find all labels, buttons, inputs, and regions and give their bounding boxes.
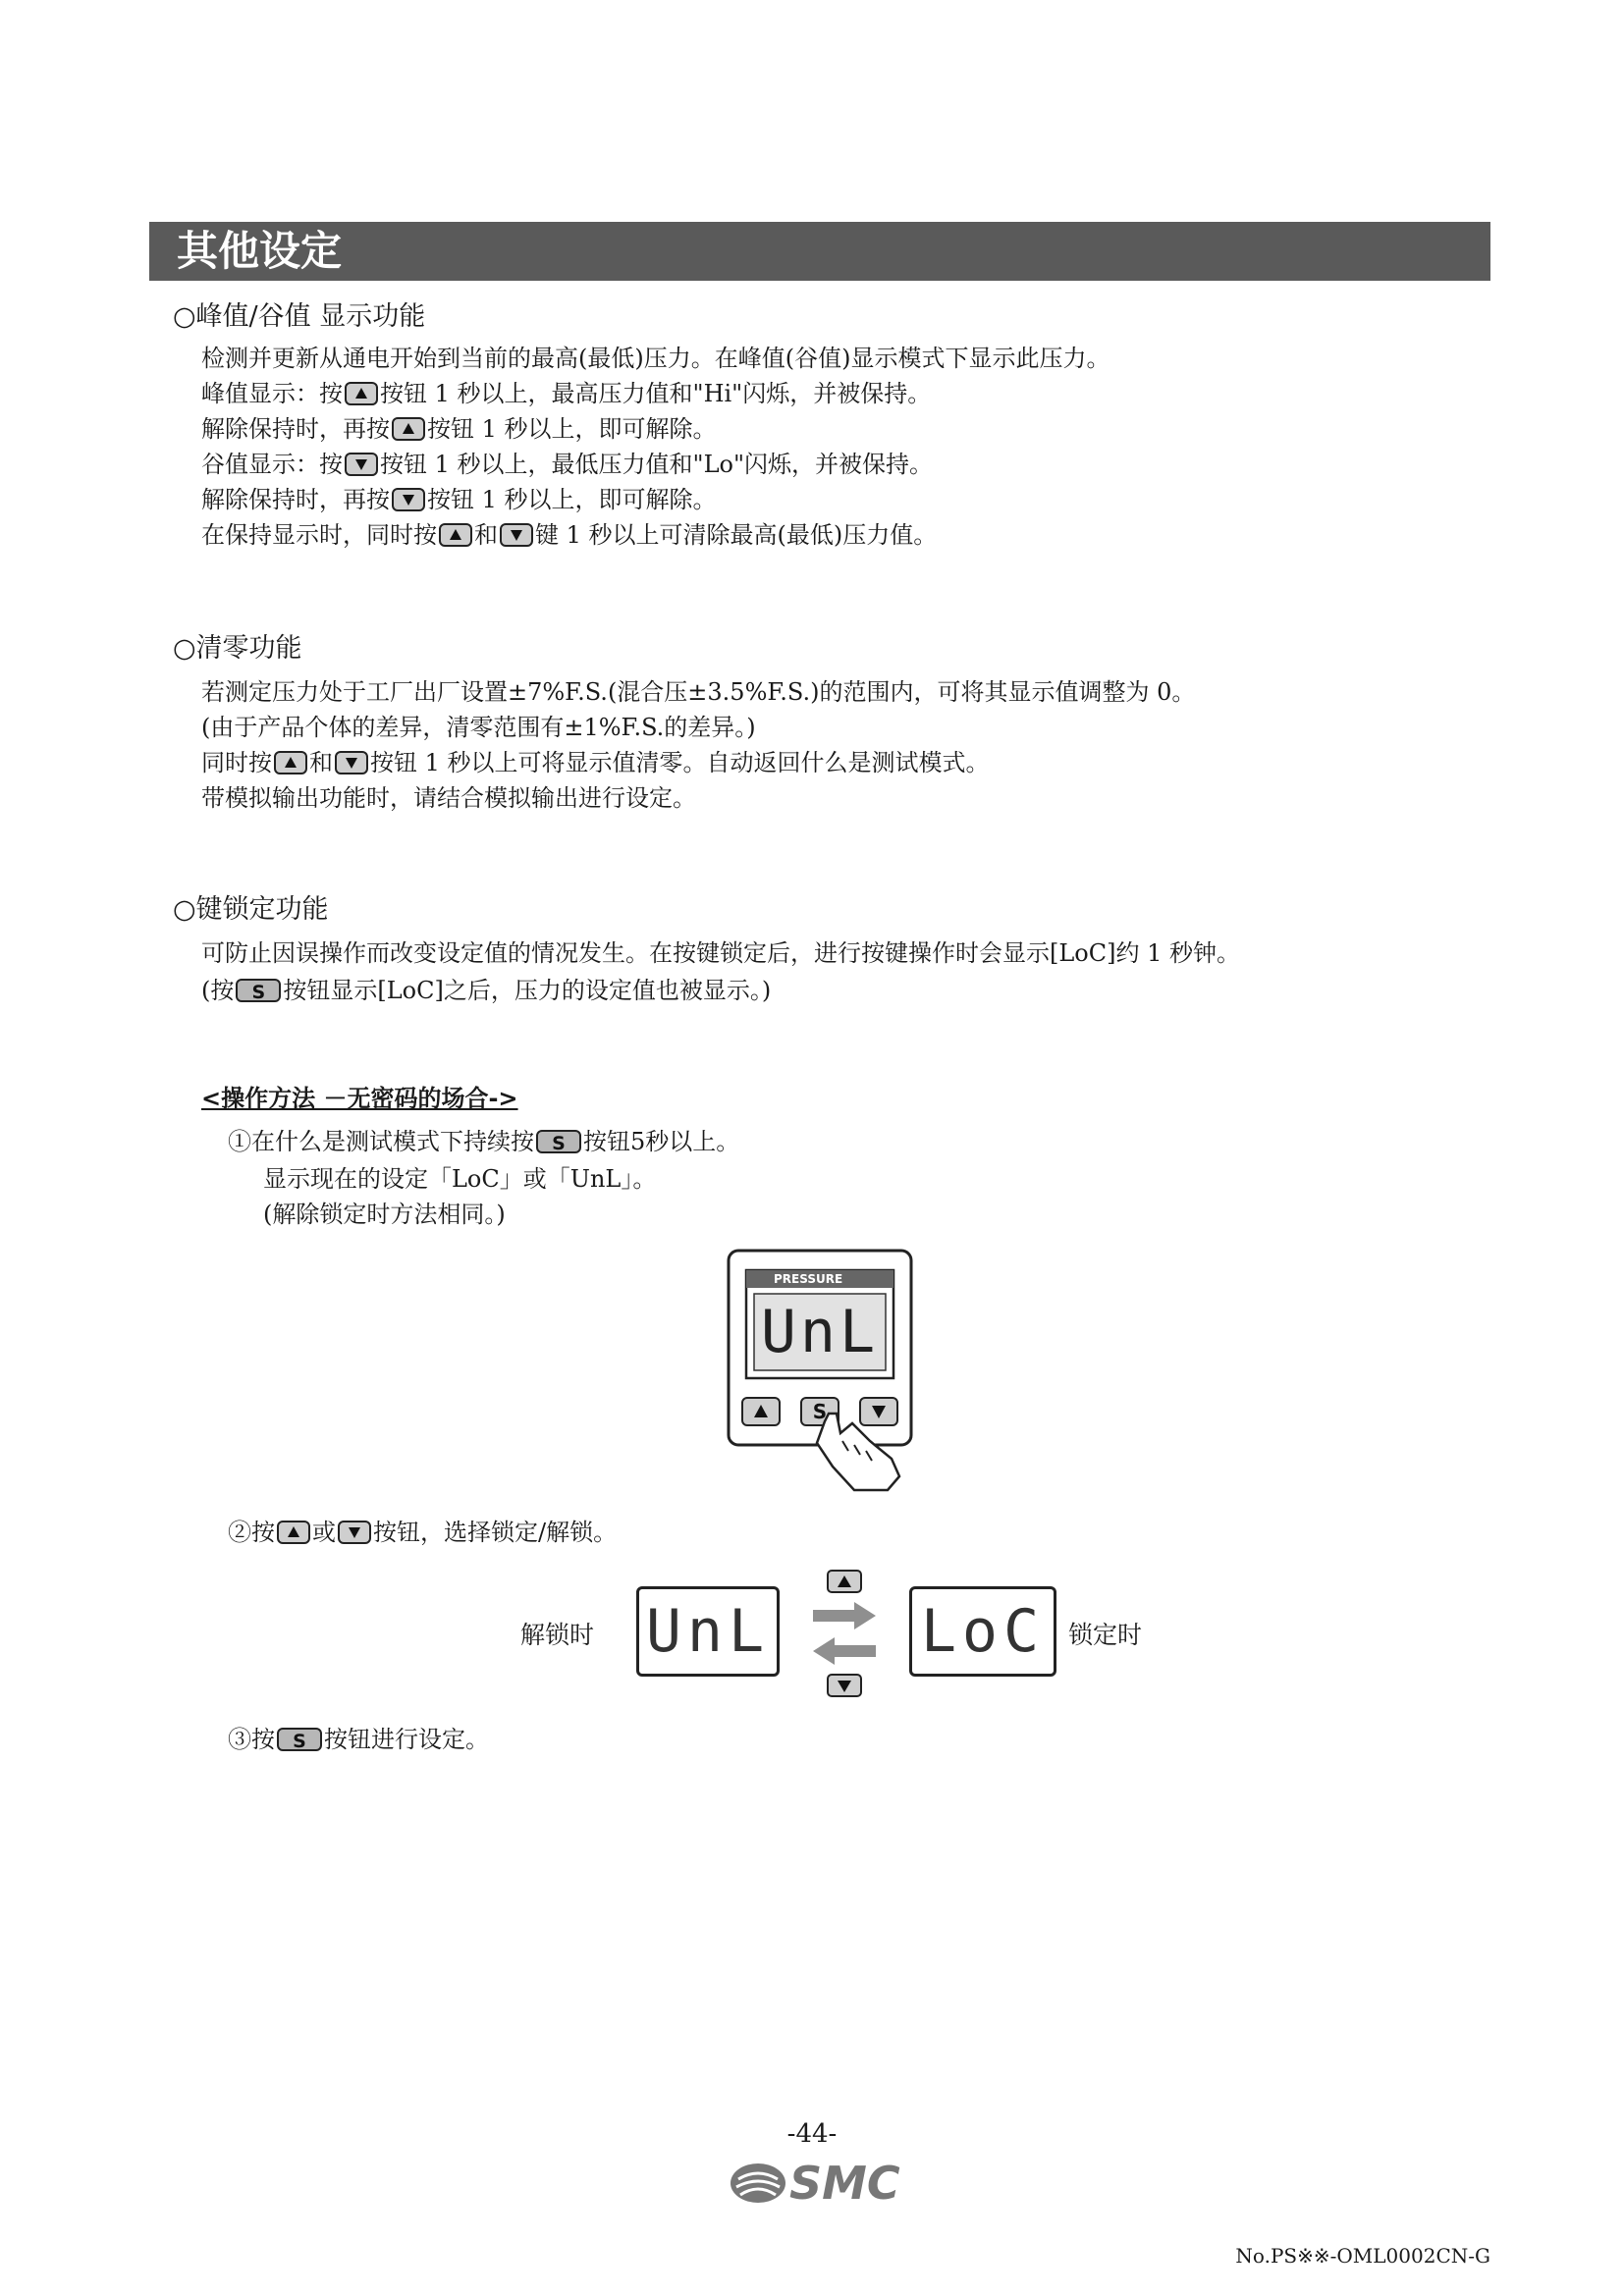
- brand-label: PRESSURE: [774, 1272, 843, 1286]
- brand-text: SMC: [789, 2157, 900, 2210]
- up-key-icon: [345, 382, 378, 405]
- step-1-note: (解除锁定时方法相同。): [263, 1201, 506, 1228]
- peak-text: 检测并更新从通电开始到当前的最高(最低)压力。在峰值(谷值)显示模式下显示此压力。: [201, 345, 1110, 372]
- bottom-text: 谷值显示：按 按钮 1 秒以上，最低压力值和"Lo"闪烁，并被保持。: [201, 451, 933, 478]
- s-key-icon: S: [812, 1400, 828, 1423]
- section-header-bar: [149, 222, 1490, 281]
- unlock-display-text: UnL: [645, 1597, 771, 1666]
- step-2: ②按 或 按钮，选择锁定/解锁。: [228, 1519, 618, 1546]
- down-key-icon: [392, 488, 425, 511]
- up-key-icon: [392, 417, 425, 441]
- zero-text: 若测定压力处于工厂出厂设置±7%F.S.(混合压±3.5%F.S.)的范围内，可将其显示值调整为 0。: [201, 678, 1196, 706]
- down-key-icon: [500, 523, 533, 547]
- bottom-text: 解除保持时，再按 按钮 1 秒以上，即可解除。: [201, 486, 717, 513]
- step-1: ①在什么是测试模式下持续按S 按钮5秒以上。: [228, 1127, 739, 1156]
- s-key-icon: [277, 1728, 322, 1751]
- peak-text: 解除保持时，再按 按钮 1 秒以上，即可解除。: [201, 415, 717, 443]
- lock-label: 锁定时: [1068, 1621, 1143, 1649]
- keylock-text: 可防止因误操作而改变设定值的情况发生。在按键锁定后，进行按键操作时会显示[LoC]约 1 秒钟。: [201, 939, 1241, 967]
- zero-text: (由于产品个体的差异，清零范围有±1%F.S.的差异。): [201, 714, 756, 741]
- step-3: ③按S 按钮进行设定。: [228, 1725, 489, 1754]
- s-key-icon: [236, 979, 281, 1002]
- up-key-icon: [439, 523, 472, 547]
- page-number: -44-: [786, 2119, 838, 2149]
- device-display: UnL: [760, 1298, 880, 1366]
- peak-text: 峰值显示：按 按钮 1 秒以上，最高压力值和"Hi"闪烁，并被保持。: [201, 380, 932, 407]
- page-title: 其他设定: [177, 227, 343, 275]
- lock-display-text: LoC: [920, 1597, 1046, 1666]
- document-number: No.PS※※-OML0002CN-G: [1235, 2244, 1490, 2268]
- clear-text: 在保持显示时，同时按 和 键 1 秒以上可清除最高(最低)压力值。: [201, 521, 938, 549]
- unlock-display: [636, 1586, 780, 1677]
- keylock-section-title: ○键锁定功能: [173, 894, 329, 925]
- peak-section-title: ○峰值/谷值 显示功能: [173, 301, 426, 332]
- lock-display: [909, 1586, 1056, 1677]
- zero-text: 同时按 和 按钮 1 秒以上可将显示值清零。自动返回什么是测试模式。: [201, 749, 990, 776]
- down-key-icon: [335, 751, 368, 774]
- zero-section-title: ○清零功能: [173, 633, 302, 664]
- operation-title: <操作方法 －无密码的场合->: [201, 1085, 518, 1112]
- up-key-icon: [274, 751, 307, 774]
- smc-logo: [729, 2156, 905, 2211]
- s-key-icon: [536, 1130, 581, 1153]
- down-key-icon: [338, 1521, 371, 1544]
- step-1-detail: 显示现在的设定「LoC」或「UnL」。: [263, 1165, 657, 1193]
- unlock-label: 解锁时: [520, 1621, 595, 1649]
- keylock-text: (按S 按钮显示[LoC]之后，压力的设定值也被显示。): [201, 976, 771, 1005]
- down-key-icon: [345, 453, 378, 476]
- toggle-arrows: [805, 1569, 884, 1698]
- zero-text: 带模拟输出功能时，请结合模拟输出进行设定。: [201, 784, 696, 812]
- up-key-icon: [277, 1521, 310, 1544]
- pressure-switch-illustration: [727, 1249, 913, 1494]
